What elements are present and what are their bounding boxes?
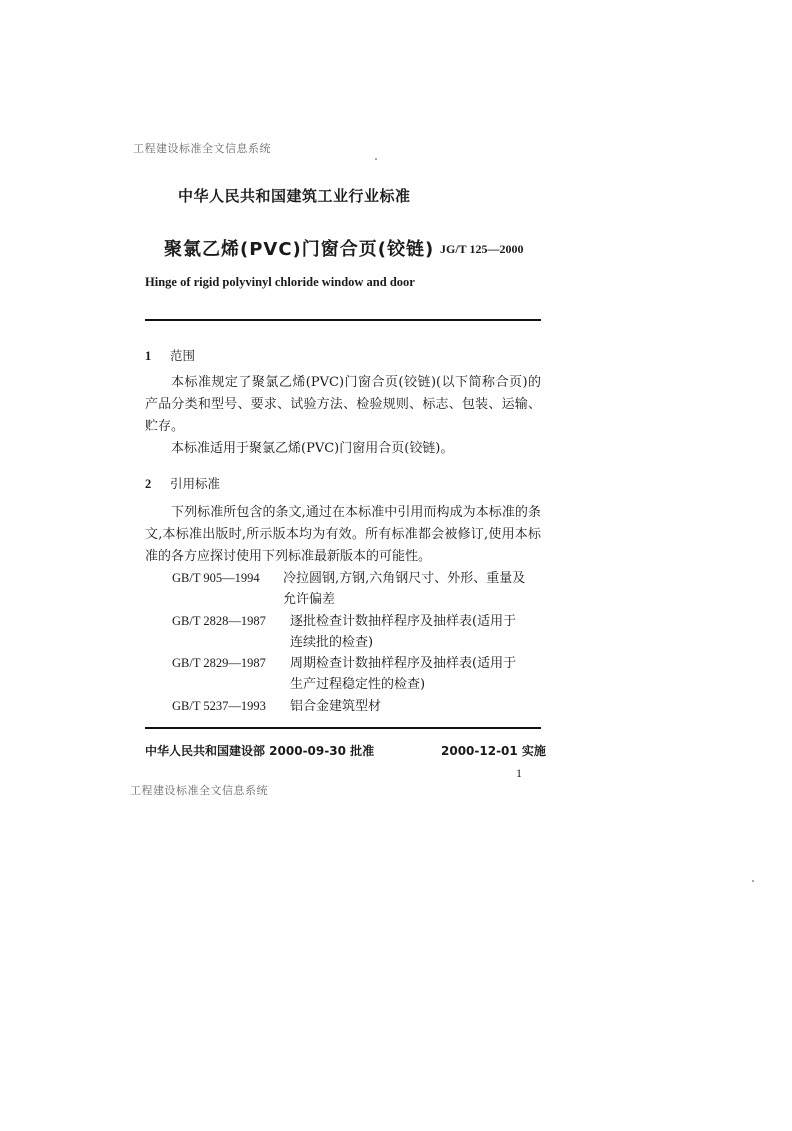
reference-code: GB/T 905—1994 — [172, 571, 260, 585]
reference-title — [290, 611, 516, 653]
section-title: 范围 — [170, 348, 196, 363]
footer-divider — [145, 727, 541, 729]
reference-title-line: 允许偏差 — [283, 592, 336, 607]
reference-title-line: 冷拉圆钢,方钢,六角钢尺寸、外形、重量及 — [283, 571, 526, 586]
section-number: 1 — [145, 349, 152, 363]
section-title: 引用标准 — [170, 476, 221, 491]
reference-title-line: 铝合金建筑型材 — [290, 699, 382, 714]
page-number: 1 — [516, 766, 522, 780]
reference-title — [290, 653, 516, 695]
standard-code: JG/T 125—2000 — [440, 242, 524, 256]
section-2-heading — [145, 474, 220, 492]
paragraph: 本标准规定了聚氯乙烯(PVC)门窗合页(铰链)(以下简称合页)的产品分类和型号、要求、试验方法、检验规则、标志、包装、运输、贮存。 — [145, 375, 541, 434]
reference-title — [290, 696, 381, 717]
paragraph: 本标准适用于聚氯乙烯(PVC)门窗用合页(铰链)。 — [171, 441, 454, 456]
section-2-body — [145, 502, 541, 568]
paragraph: 下列标准所包含的条文,通过在本标准中引用而构成为本标准的条文,本标准出版时,所示版本均为有效。所有标准都会被修订,使用本标准的各方应探讨使用下列标准最新版本的可能性。 — [145, 505, 541, 564]
watermark-bottom: 工程建设标准全文信息系统 — [130, 784, 268, 797]
section-number: 2 — [145, 477, 152, 491]
document-title-en: Hinge of rigid polyvinyl chloride window and door — [145, 275, 415, 289]
section-1-body — [145, 372, 541, 460]
header-divider — [145, 319, 541, 321]
reference-code: GB/T 5237—1993 — [172, 699, 266, 713]
approval-line: 中华人民共和国建设部 2000-09-30 批准 — [145, 744, 375, 758]
section-1-heading — [145, 346, 195, 364]
document-title-zh: 聚氯乙烯(PVC)门窗合页(铰链) — [164, 239, 435, 260]
reference-code: GB/T 2829—1987 — [172, 656, 266, 670]
reference-code: GB/T 2828—1987 — [172, 614, 266, 628]
industry-standard-title: 中华人民共和国建筑工业行业标准 — [178, 187, 411, 205]
reference-title-line: 连续批的检查) — [290, 635, 374, 650]
reference-title-line: 逐批检查计数抽样程序及抽样表(适用于 — [290, 614, 517, 629]
watermark-top: 工程建设标准全文信息系统 — [133, 142, 271, 155]
reference-title-line: 生产过程稳定性的检查) — [290, 677, 426, 692]
scan-speck — [752, 880, 754, 882]
reference-title-line: 周期检查计数抽样程序及抽样表(适用于 — [290, 656, 517, 671]
scan-speck — [375, 158, 377, 160]
implementation-date: 2000-12-01 实施 — [441, 744, 546, 758]
reference-title — [283, 568, 525, 610]
